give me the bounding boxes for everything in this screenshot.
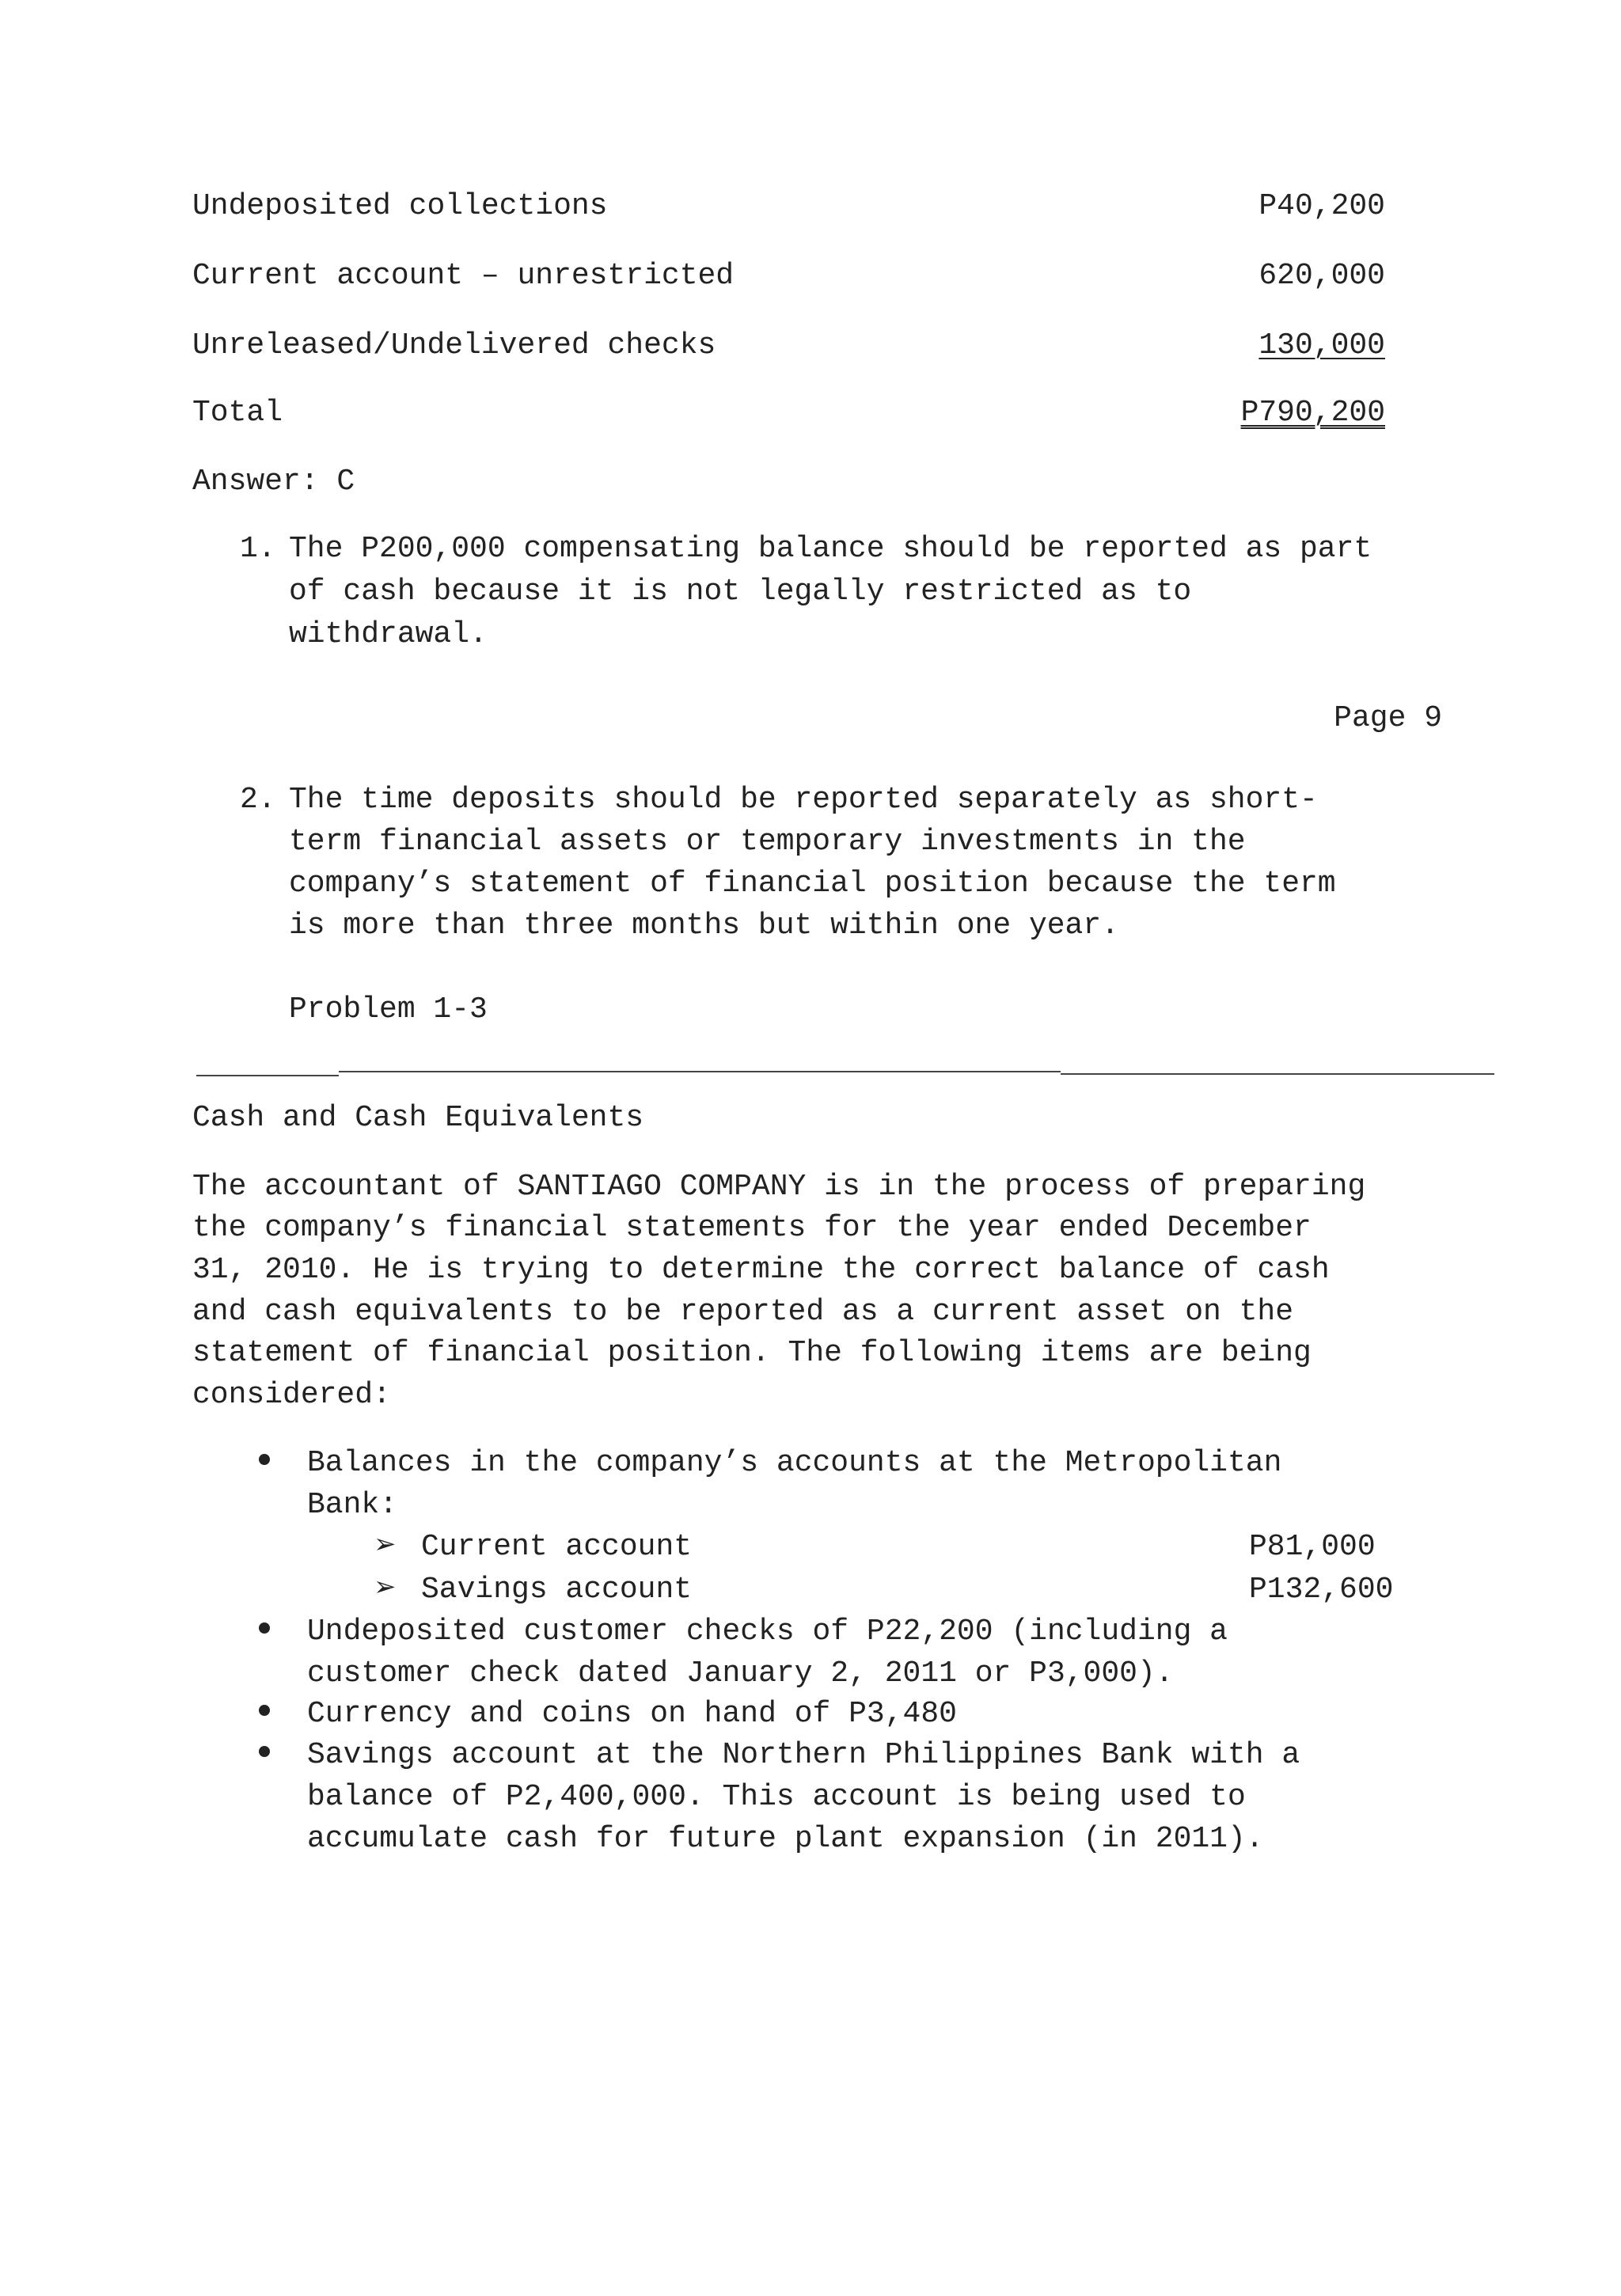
sub-bullet-label: Savings account (421, 1573, 693, 1607)
item2-line: The time deposits should be reported separately as short- (289, 783, 1318, 817)
item1-line: withdrawal. (289, 617, 488, 651)
problem-heading: Problem 1-3 (289, 992, 488, 1027)
row-label-undeposited: Undeposited collections (192, 189, 608, 223)
bullet-line: Currency and coins on hand of P3,480 (307, 1697, 957, 1731)
row-label-current-account: Current account – unrestricted (192, 259, 735, 293)
item1-line: of cash because it is not legally restricted as to (289, 575, 1192, 609)
bullet-line: balance of P2,400,000. This account is being used to (307, 1780, 1246, 1814)
item2-number: 2. (240, 783, 276, 817)
row-amount-total: P790,200 (1240, 396, 1385, 430)
bullet-line: Undeposited customer checks of P22,200 (including a (307, 1615, 1228, 1649)
arrow-bullet-icon: ➢ (374, 1528, 397, 1560)
intro-line: the company’s financial statements for the year ended December (192, 1211, 1312, 1245)
bullet-line: Balances in the company’s accounts at the Metropolitan (307, 1446, 1282, 1480)
bullet-line: Savings account at the Northern Philippines Bank with a (307, 1738, 1300, 1772)
intro-line: and cash equivalents to be reported as a current asset on the (192, 1295, 1294, 1329)
sub-bullet-amount: P81,000 (1249, 1530, 1376, 1564)
item1-line: The P200,000 compensating balance should be reported as part (289, 532, 1372, 566)
answer-text: Answer: C (192, 465, 355, 499)
row-amount-unreleased: 130,000 (1258, 328, 1385, 362)
bullet-dot (259, 1622, 270, 1634)
row-label-unreleased: Unreleased/Undelivered checks (192, 328, 716, 362)
sub-bullet-amount: P132,600 (1249, 1573, 1394, 1607)
row-amount-current-account: 620,000 (1258, 259, 1385, 293)
bullet-line: customer check dated January 2, 2011 or P3,000). (307, 1657, 1174, 1691)
bullet-dot (259, 1746, 270, 1757)
row-amount-undeposited: P40,200 (1258, 189, 1385, 223)
bullet-line: accumulate cash for future plant expansion (in 2011). (307, 1822, 1264, 1856)
page-number: Page 9 (1334, 701, 1442, 735)
bullet-line: Bank: (307, 1488, 398, 1522)
arrow-bullet-icon: ➢ (374, 1571, 397, 1603)
intro-line: considered: (192, 1378, 391, 1412)
item2-line: is more than three months but within one year. (289, 909, 1119, 943)
section-title: Cash and Cash Equivalents (192, 1101, 644, 1135)
intro-line: 31, 2010. He is trying to determine the correct balance of cash (192, 1253, 1330, 1287)
item1-number: 1. (240, 532, 276, 566)
horizontal-rule (196, 1075, 339, 1076)
sub-bullet-label: Current account (421, 1530, 693, 1564)
bullet-dot (259, 1705, 270, 1716)
item2-line: company’s statement of financial position because the term (289, 867, 1336, 901)
item2-line: term financial assets or temporary investments in the (289, 825, 1246, 859)
horizontal-rule (339, 1071, 1061, 1072)
intro-line: The accountant of SANTIAGO COMPANY is in the process of preparing (192, 1170, 1366, 1204)
horizontal-rule (1061, 1073, 1494, 1075)
row-label-total: Total (192, 396, 283, 430)
bullet-dot (259, 1454, 270, 1465)
intro-line: statement of financial position. The following items are being (192, 1336, 1312, 1370)
